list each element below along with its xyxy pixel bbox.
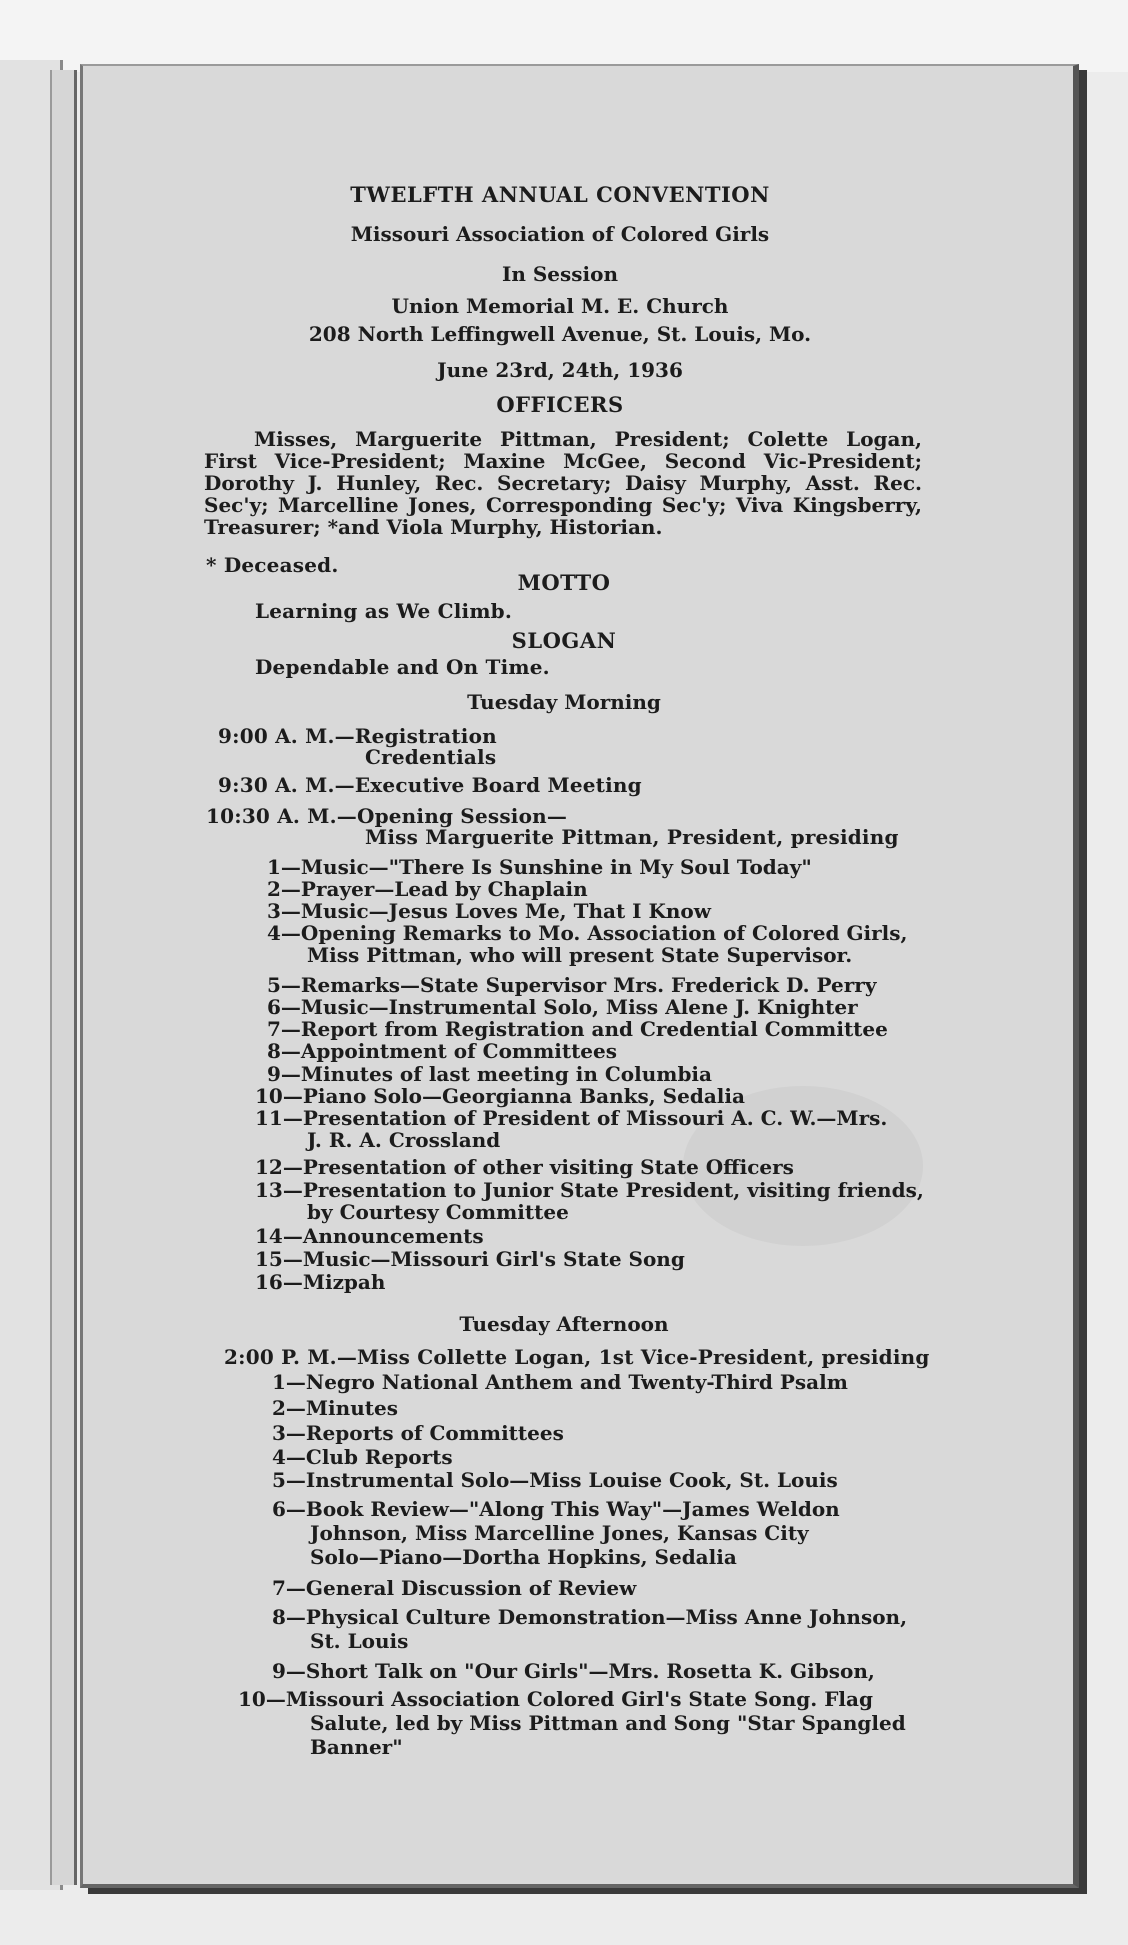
convention-dates: June 23rd, 24th, 1936 (437, 358, 683, 382)
morning-item: 15—Music—Missouri Girl's State Song (255, 1247, 685, 1271)
morning-item: 1—Music—"There Is Sunshine in My Soul Today" (267, 855, 812, 879)
morning-item: 2—Prayer—Lead by Chaplain (267, 877, 588, 901)
morning-item: 8—Appointment of Committees (267, 1039, 618, 1063)
tuesday-morning-heading: Tuesday Morning (467, 690, 661, 714)
session-executive-board: 9:30 A. M.—Executive Board Meeting (218, 773, 642, 797)
afternoon-item: 8—Physical Culture Demonstration—Miss Anne Johnson, (272, 1605, 908, 1629)
officers-heading: OFFICERS (496, 392, 624, 417)
tuesday-afternoon-heading: Tuesday Afternoon (459, 1312, 669, 1336)
morning-item-continued: J. R. A. Crossland (307, 1128, 501, 1152)
afternoon-item: 10—Missouri Association Colored Girl's State Song. Flag (238, 1687, 873, 1711)
afternoon-item: 4—Club Reports (272, 1445, 453, 1469)
morning-item: 16—Mizpah (255, 1270, 386, 1294)
motto-heading: MOTTO (517, 570, 611, 595)
morning-item: 11—Presentation of President of Missouri A. C. W.—Mrs. (255, 1106, 888, 1130)
morning-item: 10—Piano Solo—Georgianna Banks, Sedalia (255, 1084, 745, 1108)
convention-title: TWELFTH ANNUAL CONVENTION (350, 182, 770, 207)
slogan-text: Dependable and On Time. (255, 655, 550, 679)
morning-item: 5—Remarks—State Supervisor Mrs. Frederick D. Perry (267, 973, 877, 997)
morning-item: 13—Presentation to Junior State President, visiting friends, (255, 1178, 924, 1202)
afternoon-item: 2—Minutes (272, 1396, 398, 1420)
afternoon-item-continued: St. Louis (310, 1629, 409, 1653)
afternoon-item: 6—Book Review—"Along This Way"—James Weldon (272, 1497, 840, 1521)
in-session: In Session (501, 262, 619, 286)
motto-text: Learning as We Climb. (255, 599, 513, 623)
afternoon-item-continued: Johnson, Miss Marcelline Jones, Kansas City (310, 1521, 809, 1545)
afternoon-session: 2:00 P. M.—Miss Collette Logan, 1st Vice-President, presiding (224, 1345, 930, 1369)
organization-name: Missouri Association of Colored Girls (350, 222, 770, 246)
session-credentials: Credentials (365, 745, 497, 769)
afternoon-item: 5—Instrumental Solo—Miss Louise Cook, St. Louis (272, 1468, 838, 1492)
officers-paragraph (204, 428, 922, 538)
afternoon-item-continued: Salute, led by Miss Pittman and Song "Star Spangled (310, 1711, 906, 1735)
deceased-note: * Deceased. (206, 553, 339, 577)
slogan-heading: SLOGAN (511, 628, 617, 653)
morning-item: 12—Presentation of other visiting State Officers (255, 1155, 794, 1179)
morning-item: 7—Report from Registration and Credential Committee (267, 1017, 888, 1041)
afternoon-item: 1—Negro National Anthem and Twenty-Third Psalm (272, 1370, 848, 1394)
morning-item: 14—Announcements (255, 1224, 484, 1248)
session-opening: 10:30 A. M.—Opening Session— (206, 804, 568, 828)
session-opening-presiding: Miss Marguerite Pittman, President, presiding (365, 825, 899, 849)
morning-item: 6—Music—Instrumental Solo, Miss Alene J. Knighter (267, 995, 858, 1019)
venue-name: Union Memorial M. E. Church (391, 294, 729, 318)
scan-background (0, 0, 1128, 72)
afternoon-item: 7—General Discussion of Review (272, 1576, 637, 1600)
morning-item: 9—Minutes of last meeting in Columbia (267, 1062, 712, 1086)
afternoon-item-continued: Solo—Piano—Dortha Hopkins, Sedalia (310, 1545, 737, 1569)
venue-address: 208 North Leffingwell Avenue, St. Louis, Mo. (308, 322, 812, 346)
morning-item: 3—Music—Jesus Loves Me, That I Know (267, 899, 711, 923)
morning-item-continued: by Courtesy Committee (307, 1200, 569, 1224)
session-registration: 9:00 A. M.—Registration (218, 724, 497, 748)
afternoon-item: 9—Short Talk on "Our Girls"—Mrs. Rosetta K. Gibson, (272, 1659, 875, 1683)
officers-text: Misses, Marguerite Pittman, President; Colette Logan, First Vice-President; Maxine McGee, Second Vic-President; Dorothy J. Hunley, Rec. Secretary; Daisy Murphy, Asst. Rec. Sec'y; Marcelline Jones, Corresponding Sec'y; Viva Kingsberry, Treasurer; *and Viola Murphy, Historian. (204, 427, 922, 539)
afternoon-item-continued: Banner" (310, 1735, 403, 1759)
morning-item-continued: Miss Pittman, who will present State Supervisor. (307, 943, 853, 967)
morning-item: 4—Opening Remarks to Mo. Association of Colored Girls, (267, 921, 908, 945)
afternoon-item: 3—Reports of Committees (272, 1421, 564, 1445)
